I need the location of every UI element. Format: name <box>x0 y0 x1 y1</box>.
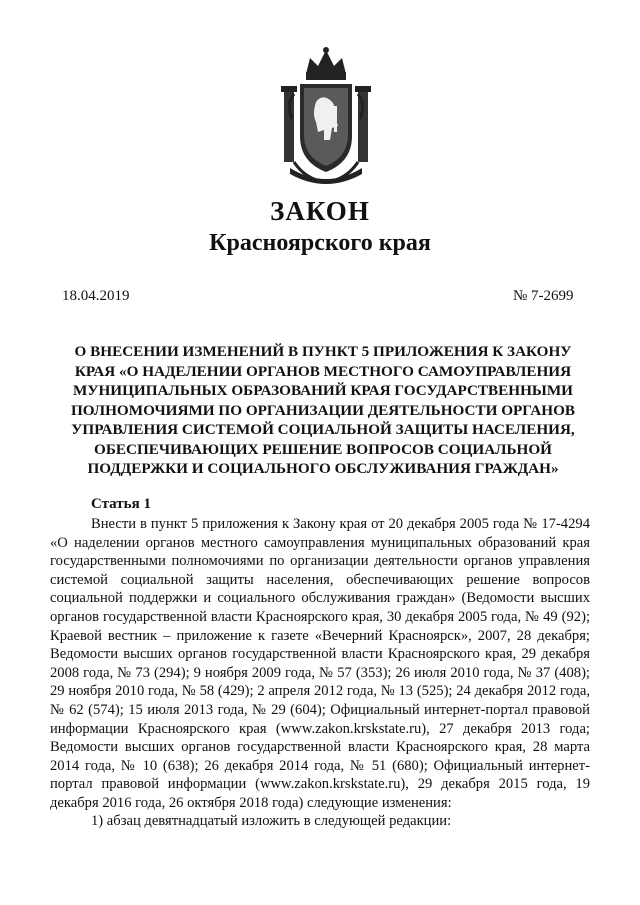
krasnoyarsk-coat-of-arms-icon <box>276 44 376 190</box>
article-item-1: 1) абзац девятнадцатый изложить в следующей редакции: <box>91 813 452 829</box>
article-body: Внести в пункт 5 приложения к Закону края от 20 декабря 2005 года № 17-4294 «О наделении органов местного самоуправления муниципальных образований края государственными полномочиями по организации деятельности органов управления системой социальной защиты населения, обеспечивающих решение вопросов социальной поддержки и социального обслуживания граждан» (Ведомости высших органов государственной власти Красноярского края, 30 декабря 2005 года, № 49 (92); Краевой вестник – приложение к газете «Вечерний Красноярск», 2007, 28 декабря; Ведомости высших органов государственной власти Красноярского края, 29 декабря 2008 года, № 73 (294); 9 ноября 2009 года, № 57 (353); 26 июля 2010 года, № 37 (408); 29 ноября 2010 года, № 58 (429); 2 апреля 2012 года, № 13 (525); 24 декабря 2012 года, № 62 (574); 15 июля 2013 года, № 29 (604); Официальный интернет-портал правовой информации Красноярского края (www.zakon.krskstate.ru), 27 декабря 2013 года; Ведомости высших органов государственной власти Красноярского края, 28 марта 2014 года, № 10 (638); 26 декабря 2014 года, № 51 (680); Официальный интернет-портал правовой информации (www.zakon.krskstate.ru), 29 декабря 2015 года, 19 декабря 2016 года, 26 октября 2018 года) следующие изменения: <box>50 516 590 811</box>
law-date: 18.04.2019 <box>62 288 130 304</box>
document-subtitle: Красноярского края <box>209 230 431 256</box>
article-title: Статья 1 <box>91 496 151 512</box>
law-number: № 7-2699 <box>513 288 574 304</box>
document-title: ЗАКОН <box>270 196 370 226</box>
law-heading: О ВНЕСЕНИИ ИЗМЕНЕНИЙ В ПУНКТ 5 ПРИЛОЖЕНИЯ К ЗАКОНУ КРАЯ «О НАДЕЛЕНИИ ОРГАНОВ МЕСТНОГО САМОУПРАВЛЕНИЯ МУНИЦИПАЛЬНЫХ ОБРАЗОВАНИЙ КРАЯ ГОСУДАРСТВЕННЫМИ ПОЛНОМОЧИЯМИ ПО ОРГАНИЗАЦИИ ДЕЯТЕЛЬНОСТИ ОРГАНОВ УПРАВЛЕНИЯ СИСТЕМОЙ СОЦИАЛЬНОЙ ЗАЩИТЫ НАСЕЛЕНИЯ, ОБЕСПЕЧИВАЮЩИХ РЕШЕНИЕ ВОПРОСОВ СОЦИАЛЬНОЙ ПОДДЕРЖКИ И СОЦИАЛЬНОГО ОБСЛУЖИВАНИЯ ГРАЖДАН» <box>70 343 576 477</box>
